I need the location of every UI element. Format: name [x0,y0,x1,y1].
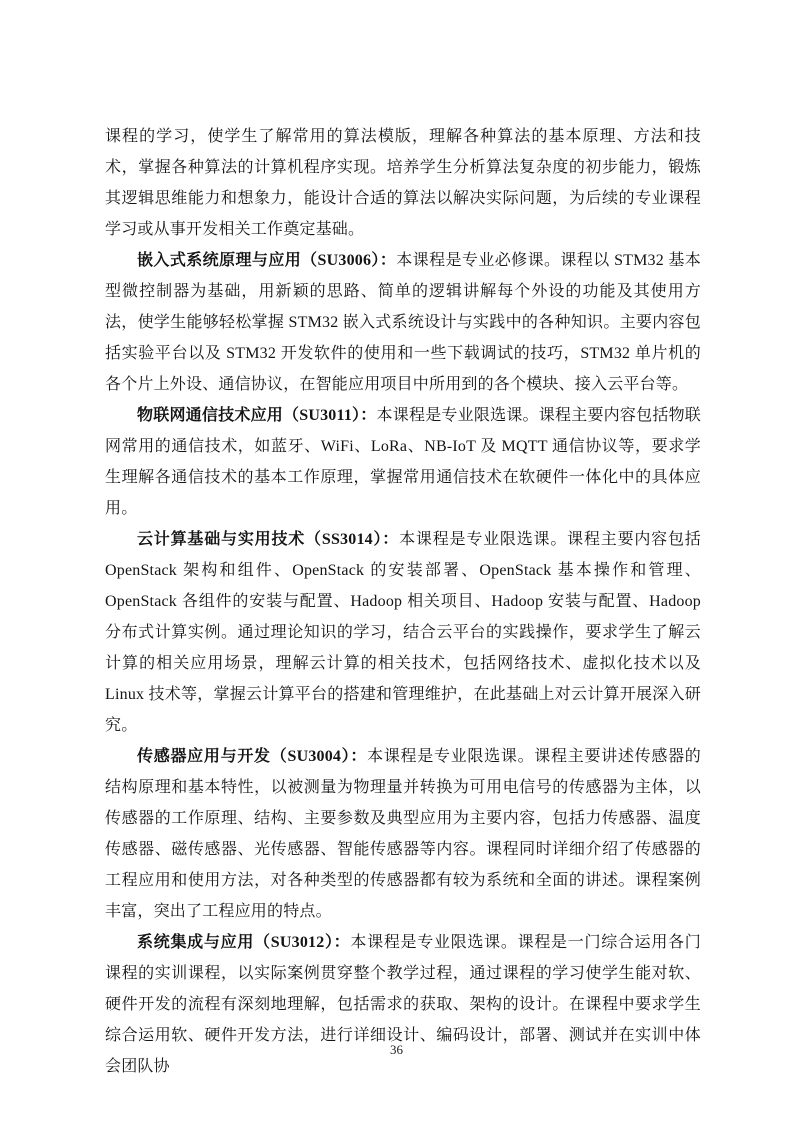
paragraph-course-embedded-systems [105,245,701,400]
paragraph-course-cloud-computing [105,524,701,741]
course-title: 云计算基础与实用技术（SS3014）： [137,531,400,548]
paragraph-course-sensors [105,741,701,927]
paragraph-text: 本课程是专业限选课。课程主要内容包括 OpenStack 架构和组件、OpenStack 的安装部署、OpenStack 基本操作和管理、OpenStack 各组件的安装与配置、Hadoop 相关项目、Hadoop 安装与配置、Hadoop 分布式计算实例。通过理论知识的学习，结合云平台的实践操作，要求学生了解云计算的相关应用场景，理解云计算的相关技术，包括网络技术、虚拟化技术以及 Linux 技术等，掌握云计算平台的搭建和管理维护，在此基础上对云计算开展深入研究。 [105,531,701,734]
paragraph-text: 本课程是专业限选课。课程主要讲述传感器的结构原理和基本特性，以被测量为物理量并转换为可用电信号的传感器为主体，以传感器的工作原理、结构、主要参数及典型应用为主要内容，包括力传感器、温度传感器、磁传感器、光传感器、智能传感器等内容。课程同时详细介绍了传感器的工程应用和使用方法，对各种类型的传感器都有较为系统和全面的讲述。课程案例丰富，突出了工程应用的特点。 [105,748,701,920]
paragraph-text: 本课程是专业限选课。课程是一门综合运用各门课程的实训课程，以实际案例贯穿整个教学过程，通过课程的学习使学生能对软、硬件开发的流程有深刻地理解，包括需求的获取、架构的设计。在课程中要求学生综合运用软、硬件开发方法，进行详细设计、编码设计，部署、测试并在实训中体会团队协 [105,934,702,1075]
course-title: 系统集成与应用（SU3012）： [137,934,351,951]
paragraph-text: 本课程是专业限选课。课程主要内容包括物联网常用的通信技术，如蓝牙、WiFi、LoRa、NB-IoT 及 MQTT 通信协议等，要求学生理解各通信技术的基本工作原理，掌握常用通信技术在软硬件一体化中的具体应用。 [105,407,701,517]
course-title: 嵌入式系统原理与应用（SU3006）： [137,252,397,269]
paragraph-course-iot-communication [105,400,701,524]
page-number: 36 [390,1042,403,1057]
paragraph-course-overflow [105,121,701,245]
course-title: 传感器应用与开发（SU3004）： [137,748,368,765]
paragraph-text: 课程的学习，使学生了解常用的算法模版，理解各种算法的基本原理、方法和技术，掌握各种算法的计算机程序实现。培养学生分析算法复杂度的初步能力，锻炼其逻辑思维能力和想象力，能设计合适的算法以解决实际问题，为后续的专业课程学习或从事开发相关工作奠定基础。 [105,128,701,238]
paragraph-text: 本课程是专业必修课。课程以 STM32 基本型微控制器为基础，用新颖的思路、简单的逻辑讲解每个外设的功能及其使用方法，使学生能够轻松掌握 STM32 嵌入式系统设计与实践中的各种知识。主要内容包括实验平台以及 STM32 开发软件的使用和一些下载调试的技巧，STM32 单片机的各个片上外设、通信协议，在智能应用项目中所用到的各个模块、接入云平台等。 [105,252,701,393]
document-body [105,121,701,1082]
course-title: 物联网通信技术应用（SU3011）： [137,407,377,424]
